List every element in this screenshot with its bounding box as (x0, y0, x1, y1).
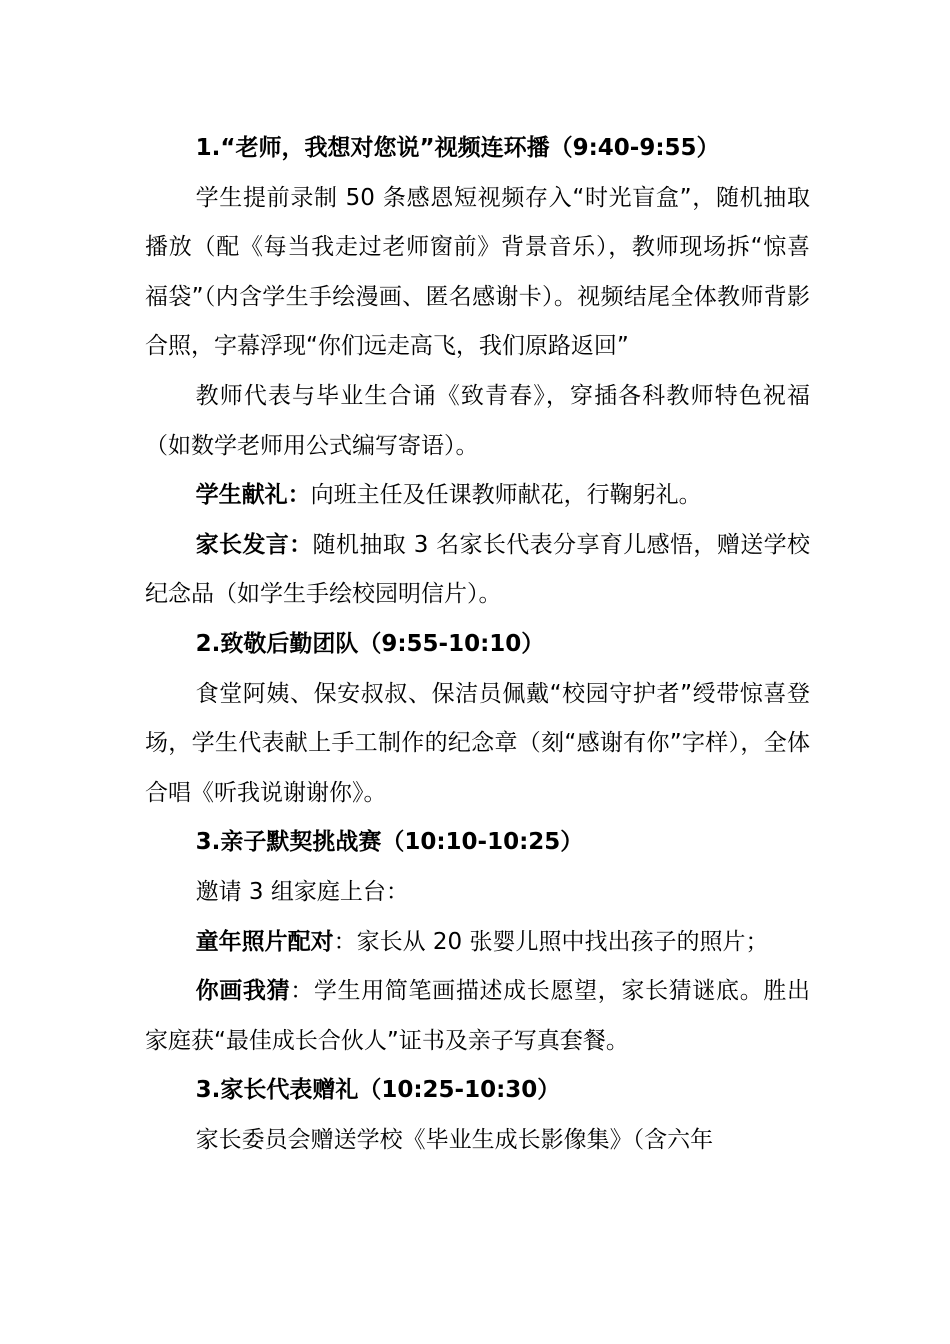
paragraph-video-blind-box: 学生提前录制 50 条感恩短视频存入“时光盲盒”，随机抽取播放（配《每当我走过老师窗前》背景音乐），教师现场拆“惊喜福袋”（内含学生手绘漫画、匿名感谢卡）。视频结尾全体教师背影合照，字幕浮现“你们远走高飞，我们原路返回” (145, 184, 810, 360)
section-heading-4: 3.家长代表赠礼（10:25-10:30） (195, 1077, 561, 1104)
lead-draw-guess: 你画我猜 (195, 978, 291, 1005)
document-page (145, 124, 810, 1165)
paragraph-logistics-team: 食堂阿姨、保安叔叔、保洁员佩戴“校园守护者”绶带惊喜登场，学生代表献上手工制作的纪念章（刻“感谢有你”字样），全体合唱《听我说谢谢你》。 (145, 680, 810, 806)
paragraph-teacher-recital: 教师代表与毕业生合诵《致青春》，穿插各科教师特色祝福（如数学老师用公式编写寄语）。 (145, 382, 810, 459)
paragraph-student-gift (145, 471, 810, 521)
paragraph-parent-speech (145, 521, 810, 620)
lead-student-gift: 学生献礼： (195, 482, 311, 509)
text-student-gift: 向班主任及任课教师献花，行鞠躬礼。 (310, 482, 702, 509)
lead-parent-speech: 家长发言： (195, 531, 313, 558)
paragraph-invite-families: 邀请 3 组家庭上台： (195, 878, 409, 905)
paragraph-photo-match (145, 918, 810, 968)
section-heading-1: 1.“老师，我想对您说”视频连环播（9:40-9:55） (195, 135, 720, 161)
section-heading-3: 3.亲子默契挑战赛（10:10-10:25） (195, 829, 584, 856)
text-draw-guess: ：学生用简笔画描述成长愿望，家长猜谜底。胜出家庭获“最佳成长合伙人”证书及亲子写真套餐。 (145, 978, 810, 1054)
lead-photo-match: 童年照片配对 (195, 928, 334, 955)
section-heading-2: 2.致敬后勤团队（9:55-10:10） (195, 630, 545, 657)
paragraph-parent-gift: 家长委员会赠送学校《毕业生成长影像集》（含六年 (195, 1126, 714, 1153)
paragraph-draw-guess (145, 967, 810, 1066)
text-photo-match: ：家长从 20 张婴儿照中找出孩子的照片； (333, 928, 769, 955)
text-parent-speech: 随机抽取 3 名家长代表分享育儿感悟，赠送学校纪念品（如学生手绘校园明信片）。 (145, 531, 810, 608)
